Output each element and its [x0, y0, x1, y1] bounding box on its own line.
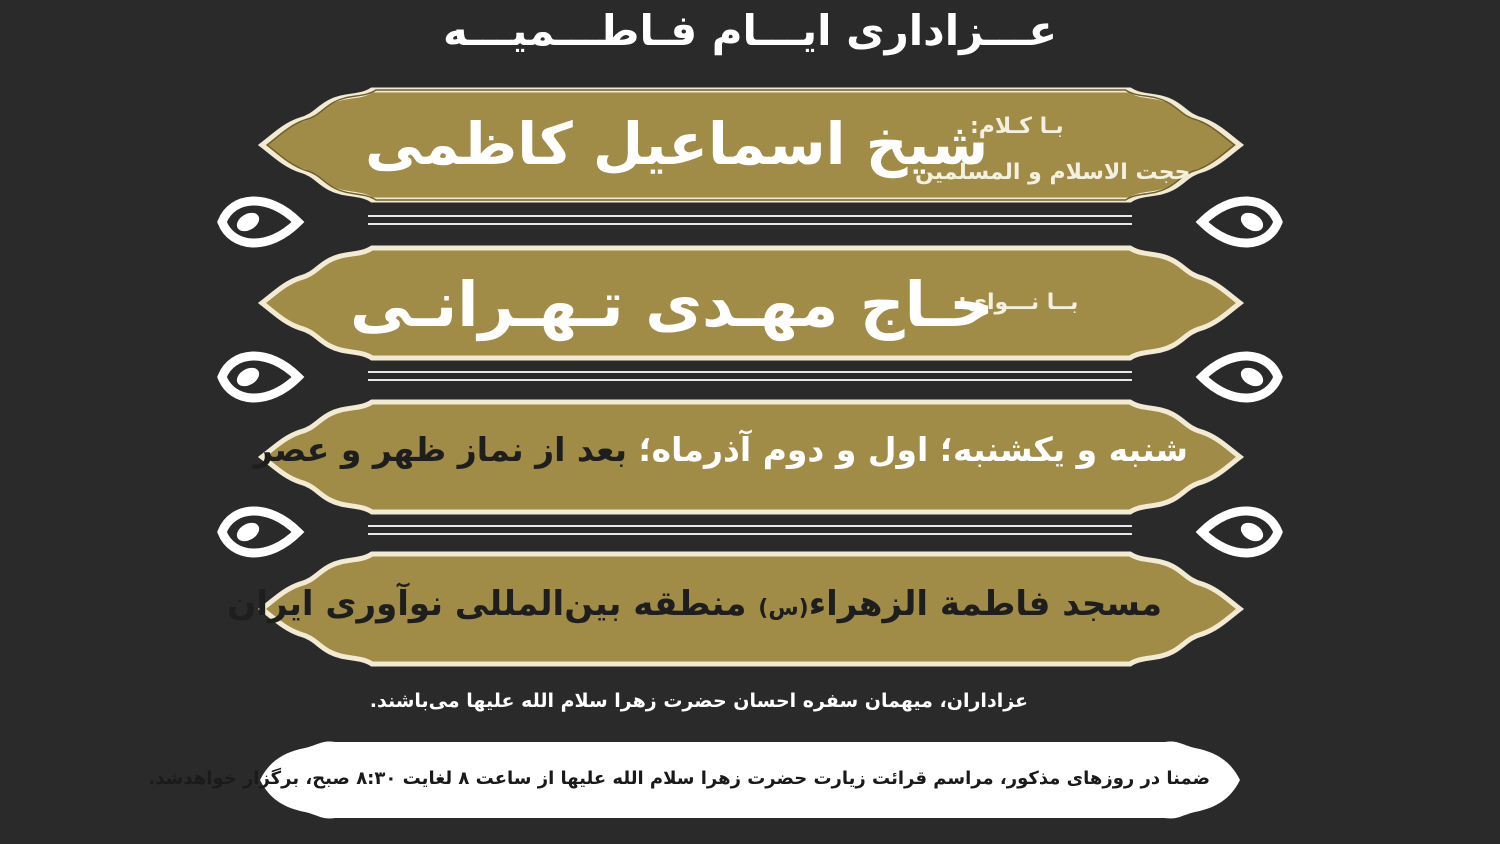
speaker-name: شیخ اسماعیل کاظمی — [365, 110, 989, 178]
schedule-text — [254, 430, 1188, 469]
right-ornaments — [1202, 201, 1278, 553]
speaker-honorific: حجت الاسلام و المسلمین — [915, 160, 1191, 185]
page-title: عـــزاداری ایـــام فـاطـــمیـــه — [442, 6, 1058, 55]
footer-note: ضمنا در روزهای مذکور، مراسم قرائت زیارت حضرت زهرا سلام الله علیها از ساعت ۸ لغایت ۸:۳۰ صبح، برگزار خواهدشد. — [148, 768, 1210, 789]
reciter-label: بــا نـــوای: — [958, 290, 1079, 315]
venue-mosque: مسجد فاطمة الزهراء — [808, 584, 1162, 624]
venue-text — [227, 584, 1162, 624]
left-ornaments — [222, 201, 298, 553]
venue-honor: (س) — [758, 596, 809, 621]
schedule-time: بعد از نماز ظهر و عصر — [253, 430, 627, 469]
hospitality-notice: عزاداران، میهمان سفره احسان حضرت زهرا سلام الله علیها می‌باشند. — [369, 690, 1028, 712]
schedule-days: شنبه و یکشنبه؛ اول و دوم آذرماه؛ — [638, 430, 1188, 469]
venue-location: منطقه بین‌المللی نوآوری ایران — [227, 584, 747, 624]
reciter-name: حـاج مهـدی تـهـرانـی — [350, 268, 994, 341]
speaker-label: بـا کـلام: — [970, 114, 1064, 139]
